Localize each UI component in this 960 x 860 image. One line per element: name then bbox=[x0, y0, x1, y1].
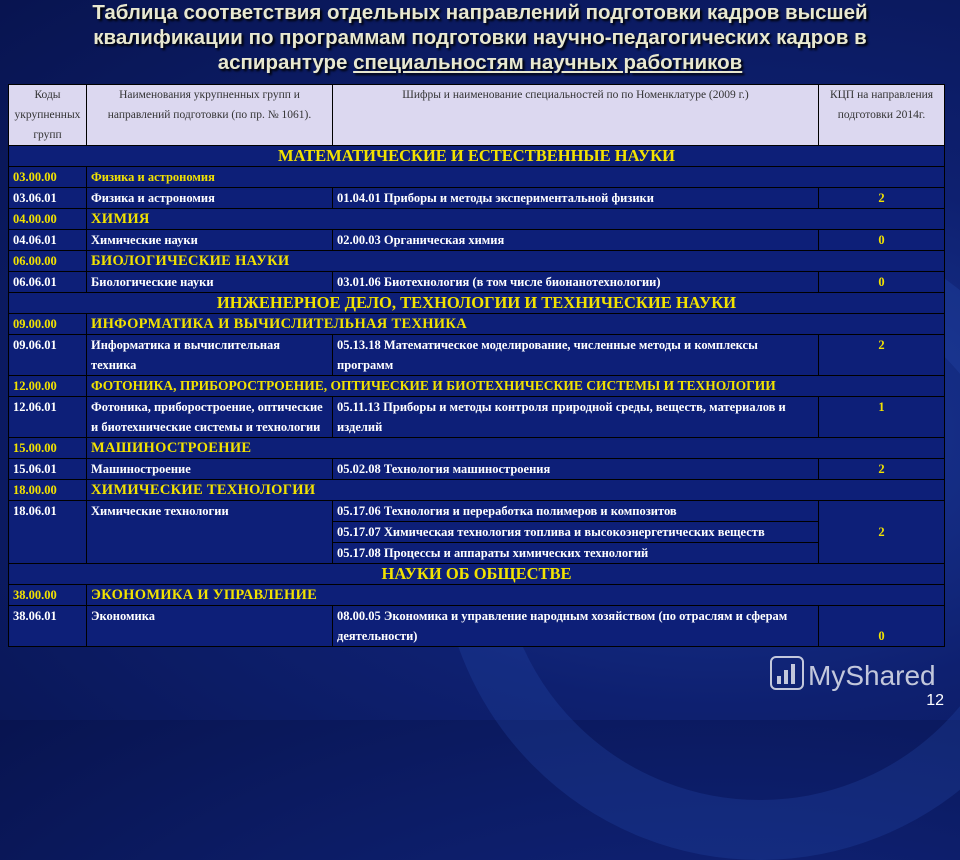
watermark-text: MyShared bbox=[808, 660, 936, 691]
group-code: 18.00.00 bbox=[9, 480, 87, 501]
kcp-value: 0 bbox=[819, 230, 945, 251]
group-name: ЭКОНОМИКА И УПРАВЛЕНИЕ bbox=[87, 585, 945, 606]
table-row bbox=[9, 335, 945, 376]
group-row bbox=[9, 167, 945, 188]
group-name: МАШИНОСТРОЕНИЕ bbox=[87, 438, 945, 459]
table-row bbox=[9, 188, 945, 209]
title-line-3-underlined: специальностям научных работников bbox=[353, 51, 743, 74]
direction-code: 15.06.01 bbox=[9, 459, 87, 480]
header-kcp: КЦП на направления подготовки 2014г. bbox=[819, 85, 945, 146]
kcp-value: 1 bbox=[819, 397, 945, 438]
direction-code: 06.06.01 bbox=[9, 272, 87, 293]
group-name: ИНФОРМАТИКА И ВЫЧИСЛИТЕЛЬНАЯ ТЕХНИКА bbox=[87, 314, 945, 335]
section-title: МАТЕМАТИЧЕСКИЕ И ЕСТЕСТВЕННЫЕ НАУКИ bbox=[9, 146, 945, 167]
group-code: 15.00.00 bbox=[9, 438, 87, 459]
group-code: 38.00.00 bbox=[9, 585, 87, 606]
group-row bbox=[9, 376, 945, 397]
direction-code: 12.06.01 bbox=[9, 397, 87, 438]
group-code: 12.00.00 bbox=[9, 376, 87, 397]
page-title bbox=[10, 0, 950, 75]
direction-name: Биологические науки bbox=[87, 272, 333, 293]
title-line-2: квалификации по программам подготовки научно-педагогических кадров в bbox=[93, 26, 867, 49]
page-number: 12 bbox=[926, 692, 944, 709]
direction-code: 04.06.01 bbox=[9, 230, 87, 251]
group-row bbox=[9, 209, 945, 230]
specialty: 01.04.01 Приборы и методы экспериментальной физики bbox=[333, 188, 819, 209]
table-row bbox=[9, 230, 945, 251]
group-code: 03.00.00 bbox=[9, 167, 87, 188]
section-row bbox=[9, 293, 945, 314]
watermark bbox=[770, 656, 936, 692]
group-row bbox=[9, 251, 945, 272]
section-row bbox=[9, 146, 945, 167]
chart-logo-icon bbox=[770, 656, 804, 690]
title-line-3-plain: аспирантуре bbox=[217, 51, 354, 74]
specialty: 05.17.08 Процессы и аппараты химических технологий bbox=[333, 543, 819, 564]
direction-name: Машиностроение bbox=[87, 459, 333, 480]
direction-code: 38.06.01 bbox=[9, 606, 87, 647]
table-row bbox=[9, 459, 945, 480]
kcp-value: 0 bbox=[819, 606, 945, 647]
group-code: 06.00.00 bbox=[9, 251, 87, 272]
header-specialties: Шифры и наименование специальностей по по Номенклатуре (2009 г.) bbox=[333, 85, 819, 146]
kcp-value: 2 bbox=[819, 335, 945, 376]
table-row bbox=[9, 501, 945, 522]
table-header-row bbox=[9, 85, 945, 146]
specialty: 03.01.06 Биотехнология (в том числе бионанотехнологии) bbox=[333, 272, 819, 293]
table-row bbox=[9, 397, 945, 438]
kcp-value: 2 bbox=[819, 501, 945, 564]
specialty: 05.13.18 Математическое моделирование, численные методы и комплексы программ bbox=[333, 335, 819, 376]
group-code: 09.00.00 bbox=[9, 314, 87, 335]
specialty: 05.17.07 Химическая технология топлива и высокоэнергетических веществ bbox=[333, 522, 819, 543]
specialty: 08.00.05 Экономика и управление народным хозяйством (по отраслям и сферам деятельности) bbox=[333, 606, 819, 647]
group-code: 04.00.00 bbox=[9, 209, 87, 230]
header-codes: Коды укрупненных групп bbox=[9, 85, 87, 146]
direction-name: Химические науки bbox=[87, 230, 333, 251]
direction-name: Экономика bbox=[87, 606, 333, 647]
direction-code: 03.06.01 bbox=[9, 188, 87, 209]
correspondence-table bbox=[8, 84, 945, 647]
direction-code: 09.06.01 bbox=[9, 335, 87, 376]
kcp-value: 0 bbox=[819, 272, 945, 293]
group-row bbox=[9, 480, 945, 501]
specialty: 02.00.03 Органическая химия bbox=[333, 230, 819, 251]
title-line-1: Таблица соответствия отдельных направлений подготовки кадров высшей bbox=[92, 1, 868, 24]
header-group-names: Наименования укрупненных групп и направлений подготовки (по пр. № 1061). bbox=[87, 85, 333, 146]
direction-name: Фотоника, приборостроение, оптические и биотехнические системы и технологии bbox=[87, 397, 333, 438]
section-title: ИНЖЕНЕРНОЕ ДЕЛО, ТЕХНОЛОГИИ И ТЕХНИЧЕСКИЕ НАУКИ bbox=[9, 293, 945, 314]
table-row bbox=[9, 606, 945, 647]
kcp-value: 2 bbox=[819, 188, 945, 209]
specialty: 05.02.08 Технология машиностроения bbox=[333, 459, 819, 480]
group-name: ХИМИЧЕСКИЕ ТЕХНОЛОГИИ bbox=[87, 480, 945, 501]
specialty: 05.11.13 Приборы и методы контроля природной среды, веществ, материалов и изделий bbox=[333, 397, 819, 438]
group-name: ХИМИЯ bbox=[87, 209, 945, 230]
group-row bbox=[9, 585, 945, 606]
direction-code: 18.06.01 bbox=[9, 501, 87, 564]
direction-name: Химические технологии bbox=[87, 501, 333, 564]
group-row bbox=[9, 438, 945, 459]
section-title: НАУКИ ОБ ОБЩЕСТВЕ bbox=[9, 564, 945, 585]
group-name: Физика и астрономия bbox=[87, 167, 945, 188]
group-row bbox=[9, 314, 945, 335]
group-name: БИОЛОГИЧЕСКИЕ НАУКИ bbox=[87, 251, 945, 272]
table-row bbox=[9, 272, 945, 293]
section-row bbox=[9, 564, 945, 585]
specialty: 05.17.06 Технология и переработка полимеров и композитов bbox=[333, 501, 819, 522]
direction-name: Информатика и вычислительная техника bbox=[87, 335, 333, 376]
group-name: ФОТОНИКА, ПРИБОРОСТРОЕНИЕ, ОПТИЧЕСКИЕ И БИОТЕХНИЧЕСКИЕ СИСТЕМЫ И ТЕХНОЛОГИИ bbox=[87, 376, 945, 397]
kcp-value: 2 bbox=[819, 459, 945, 480]
direction-name: Физика и астрономия bbox=[87, 188, 333, 209]
title-line-3 bbox=[10, 50, 950, 75]
